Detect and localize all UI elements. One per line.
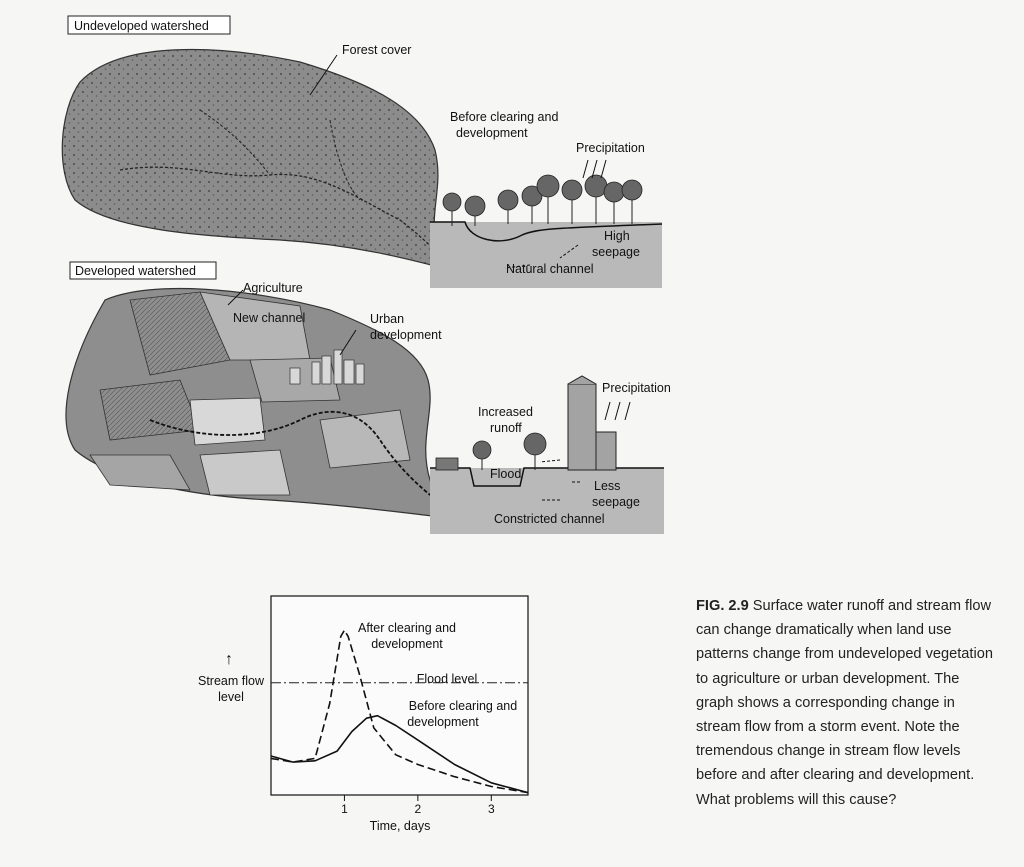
- less-seepage-label-1: Less: [594, 479, 621, 493]
- urban-label-2: development: [370, 328, 442, 342]
- figure-number: FIG. 2.9: [696, 598, 749, 614]
- high-seepage-label-1: High: [604, 229, 630, 243]
- before-annotation-1: Before clearing and: [408, 699, 518, 713]
- high-seepage-label-2: seepage: [592, 245, 640, 259]
- increased-runoff-label-2: runoff: [490, 421, 522, 435]
- flood-level-annotation: Flood level: [416, 672, 478, 686]
- precipitation-lines-developed: [605, 402, 630, 420]
- forest-texture: [62, 50, 458, 272]
- before-annotation-2: development: [407, 715, 479, 729]
- undeveloped-watershed-label: Undeveloped watershed: [74, 19, 209, 33]
- forest-cover-label: Forest cover: [342, 43, 412, 57]
- y-axis-label-2: level: [218, 690, 244, 704]
- stream-flow-chart: [198, 596, 528, 833]
- less-seepage-label-2: seepage: [592, 495, 640, 509]
- developed-watershed-label: Developed watershed: [75, 264, 196, 278]
- natural-channel-label: Natural channel: [506, 262, 594, 276]
- x-tick-label: 3: [487, 802, 495, 816]
- before-label-line1: Before clearing and: [450, 110, 559, 124]
- precipitation-label-top: Precipitation: [576, 141, 645, 155]
- y-axis-up-arrow: ↑: [225, 651, 233, 668]
- y-axis-label-1: Stream flow: [198, 674, 264, 688]
- precipitation-label-bottom: Precipitation: [602, 381, 671, 395]
- after-annotation-1: After clearing and: [358, 621, 456, 635]
- caption-text: Surface water runoff and stream flow can change dramatically when land use patterns change from undeveloped vegetation to agriculture or urban development. The graph shows a corresponding change in stream flow from a storm event. Note the tremendous change in stream flow levels before and after clearing and development. What problems will this cause?: [696, 598, 993, 808]
- agriculture-label: Agriculture: [243, 281, 303, 295]
- new-channel-label: New channel: [233, 311, 306, 325]
- house: [436, 458, 458, 470]
- x-axis-label: Time, days: [369, 819, 431, 833]
- after-annotation-2: development: [371, 637, 443, 651]
- increased-runoff-label-1: Increased: [478, 405, 533, 419]
- tall-building: [568, 384, 596, 470]
- constricted-channel-label: Constricted channel: [494, 512, 605, 526]
- flood-label: Flood: [490, 467, 522, 481]
- x-tick-label: 1: [341, 802, 348, 816]
- forest-trees: [443, 175, 642, 216]
- x-tick-label: 2: [414, 802, 422, 816]
- before-label-line2: development: [456, 126, 528, 140]
- figure-caption: [696, 594, 996, 812]
- urban-label-1: Urban: [370, 312, 405, 326]
- low-building: [596, 432, 616, 470]
